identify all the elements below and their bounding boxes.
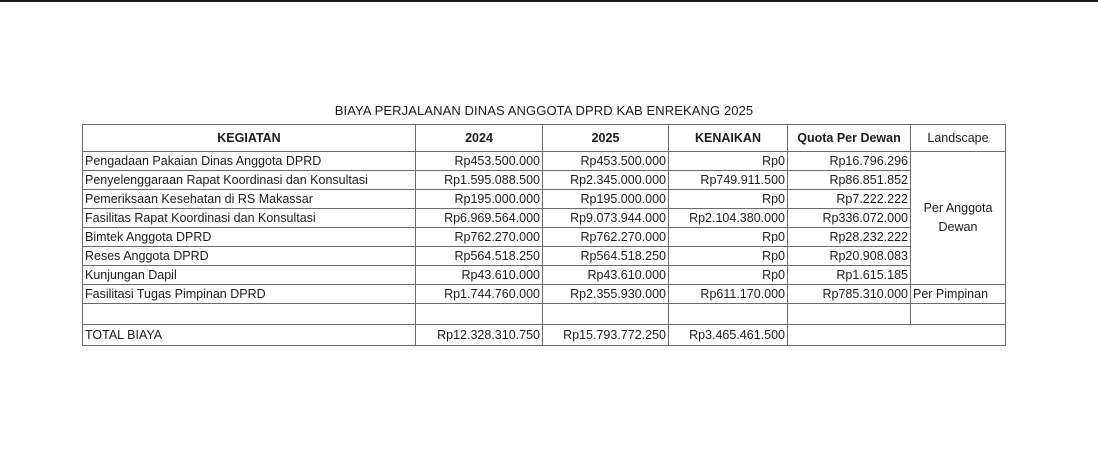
empty-cell xyxy=(83,304,416,325)
cell-kegiatan: Fasilitas Rapat Koordinasi dan Konsultasi xyxy=(83,209,416,228)
cell-2024: Rp762.270.000 xyxy=(416,228,543,247)
table-row xyxy=(83,228,1006,247)
cell-kegiatan: Reses Anggota DPRD xyxy=(83,247,416,266)
cell-2025: Rp9.073.944.000 xyxy=(543,209,669,228)
cell-quota: Rp336.072.000 xyxy=(788,209,911,228)
cell-quota: Rp28.232.222 xyxy=(788,228,911,247)
cell-kegiatan: Pengadaan Pakaian Dinas Anggota DPRD xyxy=(83,152,416,171)
cell-quota: Rp785.310.000 xyxy=(788,285,911,304)
cell-kenaikan: Rp0 xyxy=(669,190,788,209)
cell-2024: Rp6.969.564.000 xyxy=(416,209,543,228)
cell-kegiatan: Fasilitasi Tugas Pimpinan DPRD xyxy=(83,285,416,304)
cell-kenaikan: Rp0 xyxy=(669,247,788,266)
empty-cell xyxy=(669,304,788,325)
total-2024: Rp12.328.310.750 xyxy=(416,325,543,346)
table-row xyxy=(83,285,1006,304)
header-kegiatan: KEGIATAN xyxy=(83,125,416,152)
cell-kegiatan: Pemeriksaan Kesehatan di RS Makassar xyxy=(83,190,416,209)
empty-cell xyxy=(543,304,669,325)
header-landscape: Landscape xyxy=(911,125,1006,152)
header-row xyxy=(83,125,1006,152)
table-row xyxy=(83,152,1006,171)
table-row xyxy=(83,190,1006,209)
cell-2024: Rp43.610.000 xyxy=(416,266,543,285)
top-border xyxy=(0,0,1098,2)
cell-kenaikan: Rp0 xyxy=(669,228,788,247)
cell-kenaikan: Rp749.911.500 xyxy=(669,171,788,190)
cell-2024: Rp195.000.000 xyxy=(416,190,543,209)
cell-quota: Rp86.851.852 xyxy=(788,171,911,190)
cell-2025: Rp453.500.000 xyxy=(543,152,669,171)
total-row xyxy=(83,325,1006,346)
cell-quota: Rp20.908.083 xyxy=(788,247,911,266)
cell-landscape-per-pimpinan: Per Pimpinan xyxy=(911,285,1006,304)
cell-kenaikan: Rp0 xyxy=(669,266,788,285)
cell-kegiatan: Penyelenggaraan Rapat Koordinasi dan Konsultasi xyxy=(83,171,416,190)
table-row xyxy=(83,171,1006,190)
cell-kenaikan: Rp0 xyxy=(669,152,788,171)
cell-2024: Rp453.500.000 xyxy=(416,152,543,171)
header-2024: 2024 xyxy=(416,125,543,152)
table-row xyxy=(83,247,1006,266)
total-2025: Rp15.793.772.250 xyxy=(543,325,669,346)
cell-2024: Rp564.518.250 xyxy=(416,247,543,266)
table-row xyxy=(83,209,1006,228)
header-2025: 2025 xyxy=(543,125,669,152)
cell-2025: Rp2.355.930.000 xyxy=(543,285,669,304)
cell-2025: Rp762.270.000 xyxy=(543,228,669,247)
cell-quota: Rp7.222.222 xyxy=(788,190,911,209)
total-kenaikan: Rp3.465.461.500 xyxy=(669,325,788,346)
table-row xyxy=(83,266,1006,285)
cell-kenaikan: Rp611.170.000 xyxy=(669,285,788,304)
cell-kenaikan: Rp2.104.380.000 xyxy=(669,209,788,228)
total-empty-cell xyxy=(788,325,1006,346)
header-kenaikan: KENAIKAN xyxy=(669,125,788,152)
cell-quota: Rp1.615.185 xyxy=(788,266,911,285)
empty-cell xyxy=(788,304,911,325)
cell-quota: Rp16.796.296 xyxy=(788,152,911,171)
empty-cell xyxy=(416,304,543,325)
cell-landscape-per-anggota: Per Anggota Dewan xyxy=(911,152,1006,285)
cell-2025: Rp43.610.000 xyxy=(543,266,669,285)
total-label: TOTAL BIAYA xyxy=(83,325,416,346)
cell-kegiatan: Kunjungan Dapil xyxy=(83,266,416,285)
cell-2024: Rp1.744.760.000 xyxy=(416,285,543,304)
cell-2025: Rp195.000.000 xyxy=(543,190,669,209)
cell-2025: Rp2.345.000.000 xyxy=(543,171,669,190)
budget-table xyxy=(82,124,1006,346)
empty-row xyxy=(83,304,1006,325)
cell-kegiatan: Bimtek Anggota DPRD xyxy=(83,228,416,247)
header-quota: Quota Per Dewan xyxy=(788,125,911,152)
cell-2024: Rp1.595.088.500 xyxy=(416,171,543,190)
document-title: BIAYA PERJALANAN DINAS ANGGOTA DPRD KAB ENREKANG 2025 xyxy=(334,103,754,118)
empty-cell xyxy=(911,304,1006,325)
cell-2025: Rp564.518.250 xyxy=(543,247,669,266)
